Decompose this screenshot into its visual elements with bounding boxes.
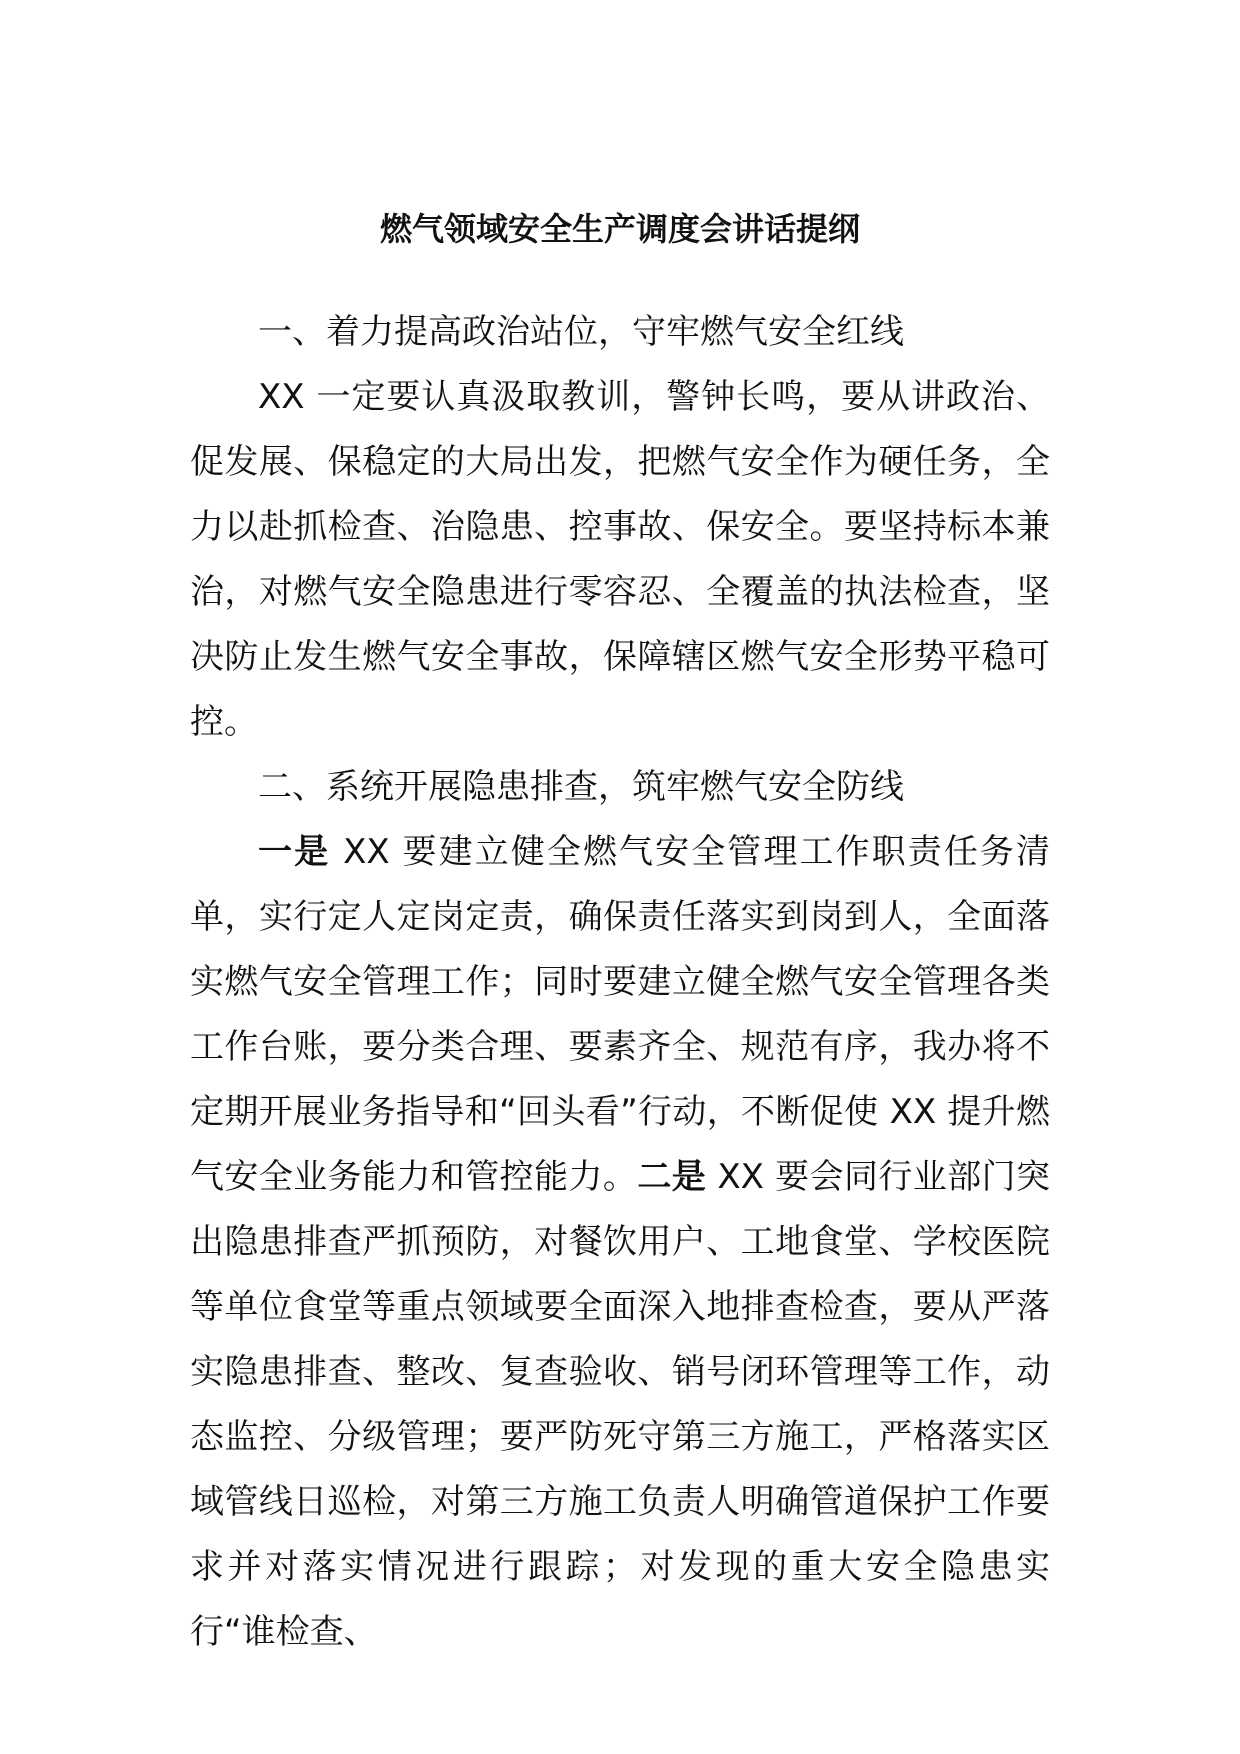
section-paragraph-2: [190, 820, 1050, 1665]
point-text-2: XX 要会同行业部门突出隐患排查严抓预防，对餐饮用户、工地食堂、学校医院等单位食堂等重点领域要全面深入地排查检查，要从严落实隐患排查、整改、复查验收、销号闭环管理等工作，动态监控、分级管理；要严防死守第三方施工，严格落实区域管线日巡检，对第三方施工负责人明确管道保护工作要求并对落实情况进行跟踪；对发现的重大安全隐患实行“谁检查、: [190, 1157, 1051, 1652]
point-lead-2: 二是: [637, 1157, 707, 1197]
point-lead-1: 一是: [258, 832, 331, 872]
section-heading-1: 一、着力提高政治站位，守牢燃气安全红线: [258, 312, 904, 352]
point-text-1: XX 要建立健全燃气安全管理工作职责任务清单，实行定人定岗定责，确保责任落实到岗到人，全面落实燃气安全管理工作；同时要建立健全燃气安全管理各类工作台账，要分类合理、要素齐全、规范有序，我办将不定期开展业务指导和“回头看”行动，不断促使 XX 提升燃气安全业务能力和管控能力。: [190, 832, 1050, 1197]
section-paragraph-1: XX 一定要认真汲取教训，警钟长鸣，要从讲政治、促发展、保稳定的大局出发，把燃气安全作为硬任务，全力以赴抓检查、治隐患、控事故、保安全。要坚持标本兼治，对燃气安全隐患进行零容忍、全覆盖的执法检查，坚决防止发生燃气安全事故，保障辖区燃气安全形势平稳可控。: [190, 377, 1050, 742]
document-title: 燃气领域安全生产调度会讲话提纲: [379, 210, 860, 248]
document-body: [190, 300, 1050, 1665]
section-heading-2: 二、系统开展隐患排查，筑牢燃气安全防线: [258, 767, 904, 807]
